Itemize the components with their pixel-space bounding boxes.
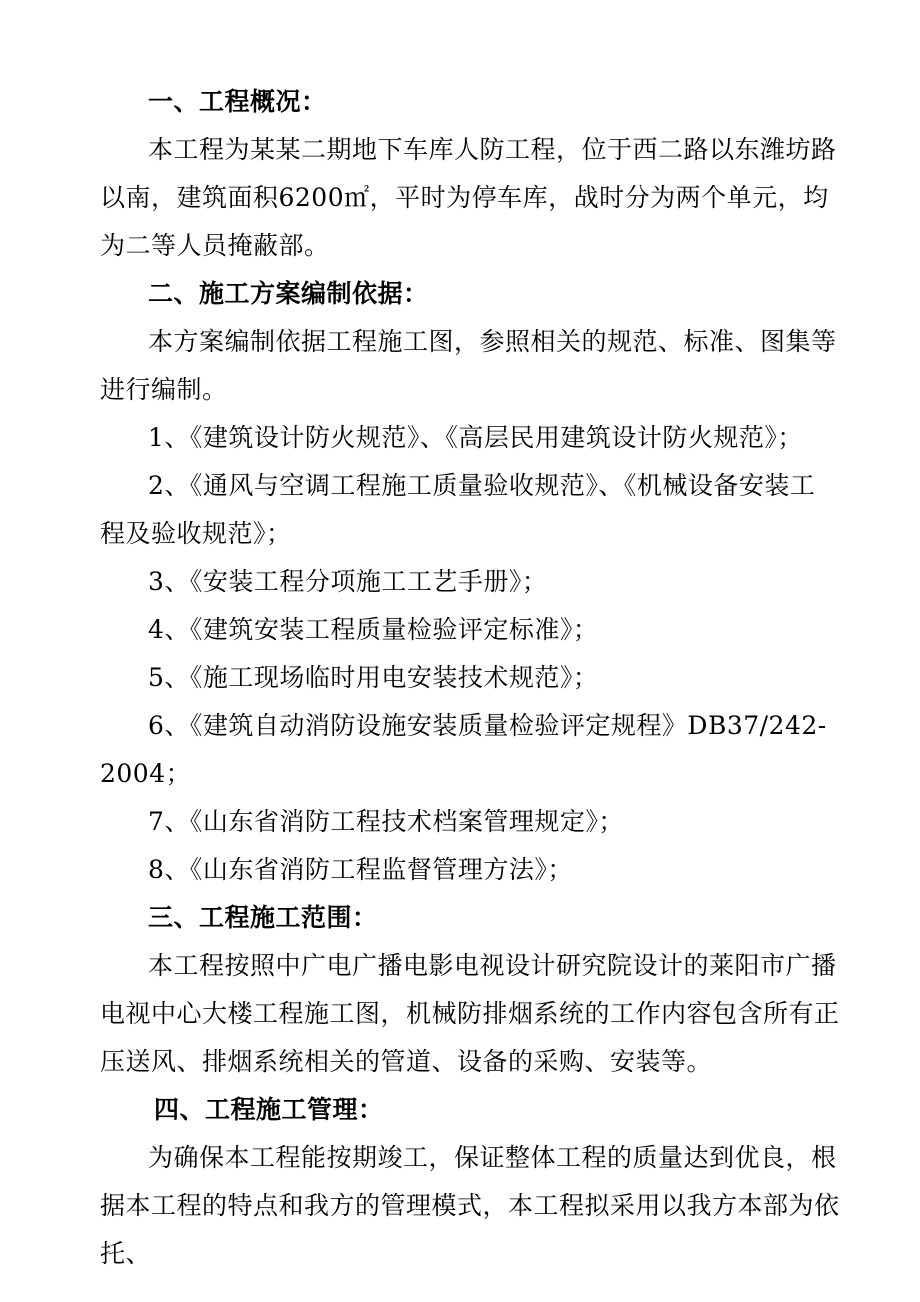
section-3-paragraph: 本工程按照中广电广播电影电视设计研究院设计的莱阳市广播电视中心大楼工程施工图，机械防排烟系统的工作内容包含所有正压送风、排烟系统相关的管道、设备的采购、安装等。 <box>100 951 840 1076</box>
section-2-paragraph: 本方案编制依据工程施工图，参照相关的规范、标准、图集等进行编制。 <box>100 327 837 404</box>
list-item: 4、《建筑安装工程质量检验评定标准》； <box>148 615 599 644</box>
list-item: 5、《施工现场临时用电安装技术规范》； <box>148 663 599 692</box>
list-item: 1、《建筑设计防火规范》、《高层民用建筑设计防火规范》； <box>148 423 803 452</box>
list-item: 3、《安装工程分项施工工艺手册》； <box>148 567 548 596</box>
section-heading-3: 三、工程施工范围： <box>148 903 378 932</box>
list-item: 7、《山东省消防工程技术档案管理规定》； <box>148 807 624 836</box>
section-4-paragraph: 为确保本工程能按期竣工，保证整体工程的质量达到优良，根据本工程的特点和我方的管理模式，本工程拟采用以我方本部为依托、 <box>100 1143 840 1268</box>
section-heading-4: 四、工程施工管理： <box>154 1095 384 1124</box>
section-1-paragraph: 本工程为某某二期地下车库人防工程，位于西二路以东潍坊路以南，建筑面积6200㎡，平时为停车库，战时分为两个单元，均为二等人员掩蔽部。 <box>100 135 837 260</box>
list-item: 6、《建筑自动消防设施安装质量检验评定规程》DB37/242-2004； <box>100 711 827 788</box>
section-heading-2: 二、施工方案编制依据： <box>148 279 429 308</box>
list-item: 2、《通风与空调工程施工质量验收规范》、《机械设备安装工程及验收规范》； <box>100 471 816 548</box>
list-item: 8、《山东省消防工程监督管理方法》； <box>148 855 573 884</box>
section-heading-1: 一、工程概况： <box>148 87 327 116</box>
document-body <box>100 78 840 1278</box>
